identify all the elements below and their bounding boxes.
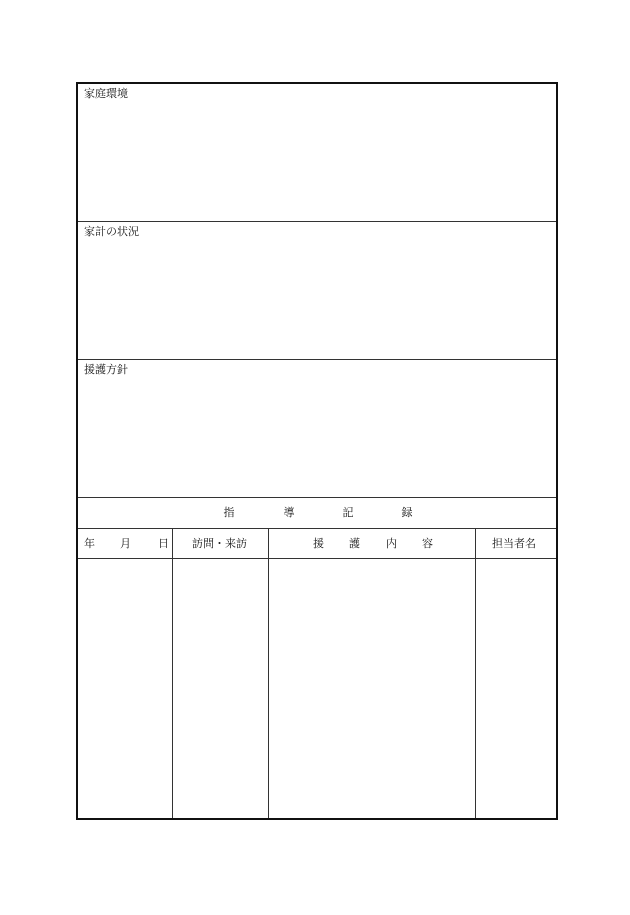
header-content-char-3: 内 [386, 537, 397, 550]
support-policy-box[interactable] [78, 360, 556, 498]
column-divider-content [475, 529, 476, 818]
column-divider-visit [268, 529, 269, 818]
household-finances-label: 家計の状況 [84, 225, 139, 238]
header-day: 日 [158, 537, 169, 550]
header-year: 年 [84, 537, 95, 550]
header-content-char-2: 護 [349, 537, 360, 550]
title-char-1: 指 [223, 506, 235, 519]
family-environment-label: 家庭環境 [84, 87, 128, 100]
header-visit: 訪問・来訪 [192, 537, 247, 550]
header-staff: 担当者名 [492, 537, 536, 550]
column-divider-date [172, 529, 173, 818]
guidance-record-title [78, 498, 556, 529]
guidance-record-form [76, 82, 558, 820]
title-char-3: 記 [342, 506, 354, 519]
family-environment-box[interactable] [78, 84, 556, 222]
header-month: 月 [120, 537, 131, 550]
title-char-4: 録 [401, 506, 413, 519]
header-content-char-1: 援 [313, 537, 324, 550]
title-char-2: 導 [283, 506, 295, 519]
household-finances-box[interactable] [78, 222, 556, 360]
support-policy-label: 援護方針 [84, 363, 128, 376]
record-table-header [78, 529, 556, 559]
header-content-char-4: 容 [422, 537, 433, 550]
